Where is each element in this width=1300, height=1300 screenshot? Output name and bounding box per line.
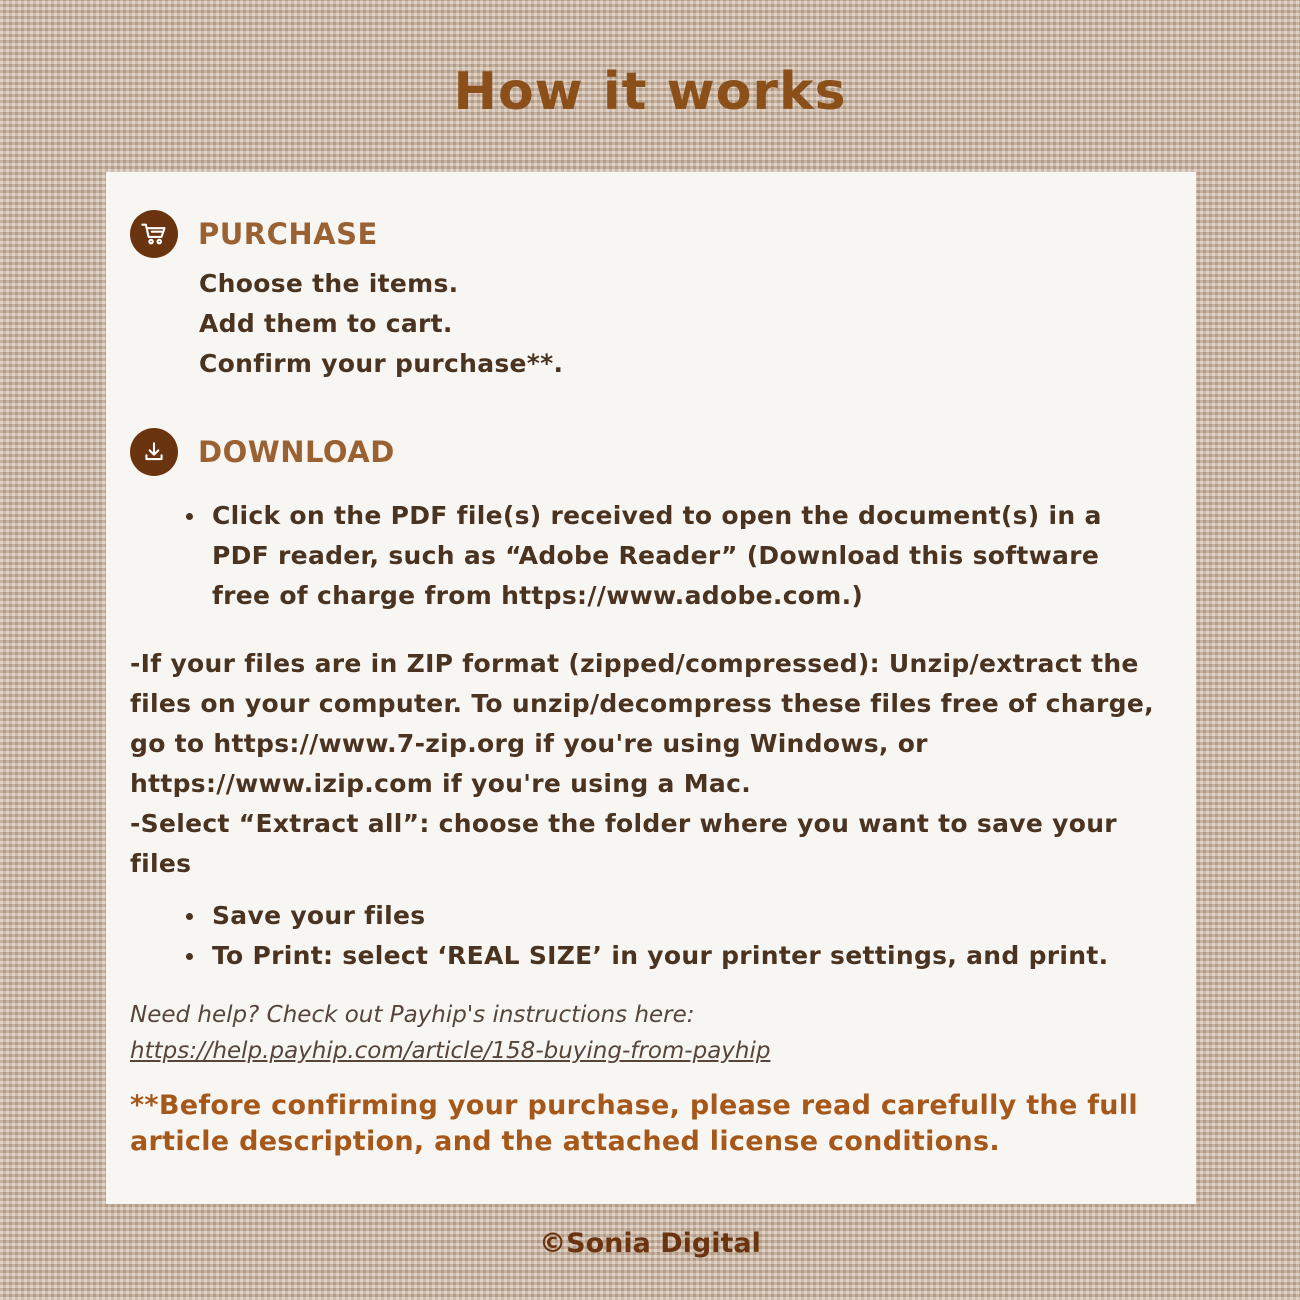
page-title: How it works	[453, 62, 847, 122]
purchase-step: Confirm your purchase**.	[199, 349, 564, 378]
download-section-header	[130, 428, 395, 476]
instructions-card	[106, 172, 1196, 1204]
purchase-step: Add them to cart.	[199, 309, 453, 338]
purchase-heading: PURCHASE	[198, 217, 378, 251]
help-text: Need help? Check out Payhip's instructions here:	[130, 1002, 695, 1028]
cart-icon	[130, 210, 178, 258]
download-icon	[130, 428, 178, 476]
help-section	[130, 997, 770, 1069]
save-print-list	[186, 896, 1166, 976]
purchase-section-header	[130, 210, 378, 258]
list-item: Click on the PDF file(s) received to open the document(s) in a PDF reader, such as “Adobe Reader” (Download this software free of charge from https://www.adobe.com.)	[186, 496, 1166, 616]
zip-instructions: -If your files are in ZIP format (zipped/compressed): Unzip/extract the files on your computer. To unzip/decompress these files free of charge, go to https://www.7-zip.org if you're using Windows, or https://www.izip.com if you're using a Mac.	[130, 649, 1154, 798]
copyright-footer: ©Sonia Digital	[539, 1228, 761, 1259]
purchase-steps	[199, 264, 563, 384]
help-link[interactable]: https://help.payhip.com/article/158-buying-from-payhip	[130, 1038, 771, 1064]
list-item: To Print: select ‘REAL SIZE’ in your printer settings, and print.	[186, 936, 1166, 976]
purchase-step: Choose the items.	[199, 269, 459, 298]
purchase-note: **Before confirming your purchase, please read carefully the full article description, and the attached license conditions.	[130, 1090, 1138, 1157]
extract-instructions: -Select “Extract all”: choose the folder where you want to save your files	[130, 809, 1117, 878]
list-item: Save your files	[186, 896, 1166, 936]
download-heading: DOWNLOAD	[198, 435, 395, 469]
download-bullet-list	[186, 496, 1166, 616]
